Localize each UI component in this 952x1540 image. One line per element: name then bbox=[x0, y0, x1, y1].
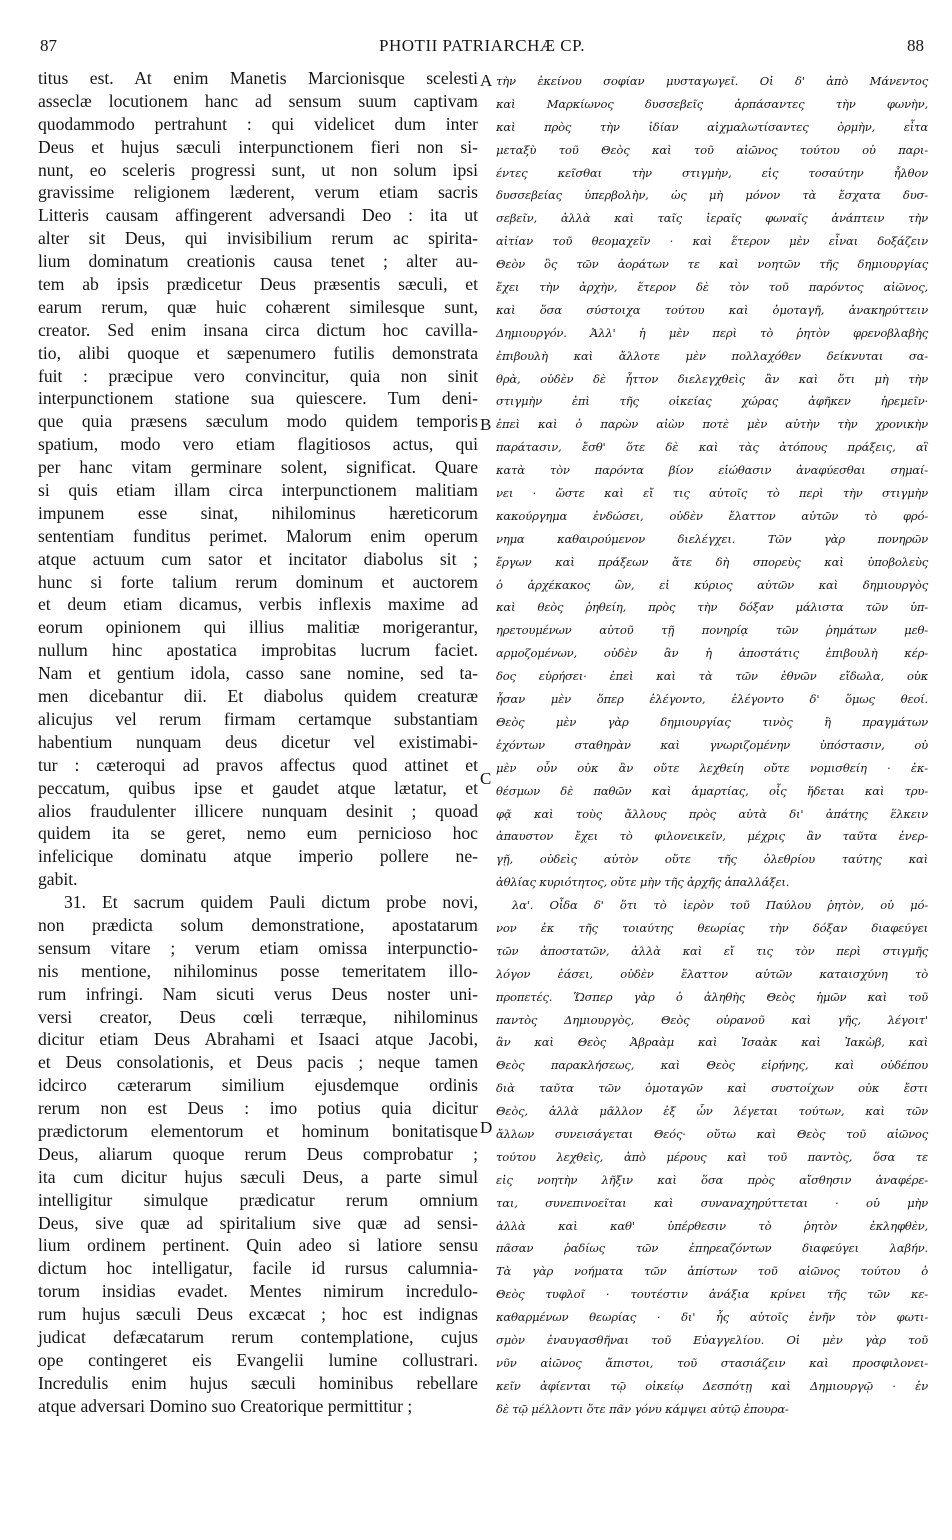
latin-text-line: versi creator, Deus cœli terræque, nihilominus bbox=[38, 1006, 478, 1027]
latin-text-line: gabit. bbox=[38, 869, 78, 890]
latin-text-line: habentium nunquam deus dicetur vel existimabi- bbox=[38, 731, 478, 752]
latin-text-line: tio, alibi quoque et sæpenumero futilis demonstrata bbox=[38, 342, 478, 363]
margin-marker-b: B bbox=[480, 415, 492, 434]
greek-text-line: τούτου λεχθεὶς, ἀπὸ μέρους καὶ τοῦ παντὸς, ὅσα τε bbox=[496, 1149, 928, 1164]
greek-text-line: Δημιουργόν. Ἀλλ' ἡ μὲν περὶ τὸ ῥητὸν φρενοβλαβὴς bbox=[496, 325, 928, 340]
greek-text-line: κεῖν ἀφίενται τῷ οἰκείῳ Δεσπότῃ καὶ Δημιουργῷ · ἐν bbox=[496, 1378, 928, 1393]
greek-text-line: νῦν αἰῶνος ἄπιστοι, τοῦ στασιάζειν καὶ προσφιλονει- bbox=[496, 1355, 928, 1370]
latin-text-line: ope contingeret eis Evangelii lumine collustrari. bbox=[38, 1349, 478, 1370]
latin-text-line: tem ab ipsis prædicetur Deus præsentis sæculi, et bbox=[38, 274, 478, 295]
greek-text-line: ἦσαν μὲν ὅπερ ἐλέγοντο, ἐλέγοντο δ' ὅμως θεοί. bbox=[496, 692, 928, 707]
greek-text-line: Θεὸν ὃς τῶν ἀοράτων τε καὶ νοητῶν τῆς δημιουργίας bbox=[496, 257, 928, 272]
greek-text-line: ἀπαυστον ἔχει τὸ φιλονεικεῖν, μέχρις ἂν ταῦτα ἐνερ- bbox=[496, 829, 928, 844]
latin-text-line: rum hujus sæculi Deus excæcat ; hoc est indignas bbox=[38, 1304, 478, 1325]
greek-text-line: θέσμων δὲ παθῶν καὶ ἁμαρτίας, οἷς ἥδεται καὶ τρυ- bbox=[496, 783, 928, 798]
greek-text-line: καὶ πρὸς τὴν ἰδίαν αἰχμαλωτίσαντες ὁρμὴν, εἶτα bbox=[496, 119, 928, 134]
running-header bbox=[40, 36, 924, 60]
greek-text-line: αἰτίαν τοῦ θεομαχεῖν · καὶ ἕτερον μὲν εἶναι δοξάζειν bbox=[496, 234, 928, 249]
latin-text-line: rerum non est Deus : imo potius quia dicitur bbox=[38, 1098, 478, 1119]
greek-text-line: Θεὸς μὲν γὰρ δημιουργίας τινὸς ἢ πραγμάτων bbox=[496, 714, 928, 729]
latin-text-line: nis mentione, nihilominus posse temeritatem illo- bbox=[38, 960, 478, 981]
latin-text-line: earum rerum, quæ huic cohærent similesque sunt, bbox=[38, 296, 478, 317]
latin-text-line: lium ordinem pertinent. Quin adeo si latiore sensu bbox=[38, 1235, 478, 1256]
latin-text-line: quodammodo pertrahunt : qui videlicet dum inter bbox=[38, 113, 478, 134]
latin-text-line: rum infringi. Nam sicuti verus Deus noster uni- bbox=[38, 983, 478, 1004]
greek-text-line: ὁ ἀρχέκακος ὢν, εἰ κύριος αὐτῶν καὶ δημιουργὸς bbox=[496, 577, 928, 592]
margin-marker-c: C bbox=[480, 769, 492, 788]
latin-text-line: 31. Et sacrum quidem Pauli dictum probe novi, bbox=[64, 892, 478, 913]
greek-text-line: Θεὸς παρακλήσεως, καὶ Θεὸς εἰρήνης, καὶ οὐδέπου bbox=[496, 1058, 928, 1073]
greek-text-line: πᾶσαν ῥαδίως τῶν ἐπηρεαζόντων διαφεύγει λαβήν. bbox=[496, 1241, 928, 1256]
greek-text-line: καὶ Μαρκίωνος δυσσεβεῖς ἁρπάσαντες τὴν φωνὴν, bbox=[496, 96, 928, 111]
latin-text-line: sententiam funditus perimet. Malorum enim operum bbox=[38, 525, 478, 546]
greek-text-line: καὶ ὅσα σύστοιχα τούτου καὶ ὁμοταγῆ, ἀνακηρύττειν bbox=[496, 302, 928, 317]
latin-text-line: idcirco cæterarum similium ejusdemque ordinis bbox=[38, 1075, 478, 1096]
latin-text-line: Deus, aliarum quoque rerum Deus comprobatur ; bbox=[38, 1143, 478, 1164]
margin-marker-a: A bbox=[480, 71, 493, 90]
greek-text-line: δυσσεβείας ὑπερβολὴν, ὡς μὴ μόνον τὰ ἔσχατα δυσ- bbox=[496, 188, 928, 203]
greek-text-line: τὴν ἐκείνου σοφίαν μυσταγωγεῖ. Οἱ δ' ἀπὸ Μάνεντος bbox=[496, 74, 928, 88]
greek-text-line: προπετές. Ὥσπερ γὰρ ὁ ἀληθὴς Θεὸς ἡμῶν καὶ τοῦ bbox=[496, 989, 928, 1004]
latin-text-line: Deus, sive quæ ad spiritalium sive quæ ad sensi- bbox=[38, 1212, 478, 1233]
greek-text-line: τῶν ἀποστατῶν, ἀλλὰ καὶ εἴ τις τὸν περὶ στιγμῆς bbox=[496, 943, 928, 958]
latin-text-line: et Deus consolationis, et Deus pacis ; neque tamen bbox=[38, 1052, 478, 1073]
latin-text-line: asseclæ locutionem hanc ad sensum suum captivam bbox=[38, 90, 478, 111]
latin-text-line: eorum opinionem qui illius malitiæ morigerantur, bbox=[38, 617, 478, 638]
greek-text-line: νει · ὥστε καὶ εἴ τις αὐτοῖς τὸ περὶ τὴν στιγμὴν bbox=[496, 486, 928, 501]
latin-text-line: lium dominatum creationis causa tenet ; alter au- bbox=[38, 251, 478, 272]
greek-column bbox=[496, 70, 928, 1421]
latin-text-line: interpunctionem statione sua quiescere. Tum deni- bbox=[38, 388, 478, 409]
greek-text-line: παράτασιν, ἔσθ' ὅτε δὲ καὶ τὰς ἀτόπους πράξεις, αἳ bbox=[496, 440, 928, 455]
greek-text-line: Τὰ γὰρ νοήματα τῶν ἀπίστων τοῦ αἰῶνος τούτου ὁ bbox=[496, 1264, 928, 1279]
greek-text-line: θρὰ, οὐδὲν δὲ ἧττον διελεγχθεὶς ἂν καὶ ὅτι μὴ τὴν bbox=[496, 371, 928, 386]
latin-text-line: nullum hinc apostatica improbitas lucrum faciet. bbox=[38, 640, 478, 661]
latin-text-line: atque adversari Domino suo Creatorique permittitur ; bbox=[38, 1395, 413, 1416]
greek-text-line: ἔργων καὶ πράξεων ἅτε δὴ σπορεὺς καὶ ὑποβολεὺς bbox=[496, 554, 928, 569]
greek-text-line: παντὸς Δημιουργὸς, Θεὸς οὐρανοῦ καὶ γῆς, λέγοιτ' bbox=[496, 1012, 928, 1027]
greek-text-line: ἔχει τὴν ἀρχὴν, ἕτερον δὲ τὸν τοῦ παρόντος αἰῶνος, bbox=[496, 280, 928, 295]
greek-text-line: διὰ ταῦτα τῶν ὁμοταγῶν καὶ συστοίχων οὐκ ἔστι bbox=[496, 1081, 928, 1096]
latin-text-line: peccatum, quibus ipse et gaudet atque lætatur, et bbox=[38, 777, 478, 798]
greek-text-line: καθαρμένων θεωρίας · δι' ἧς αὐτοῖς ἐνῆν τὸν φωτι- bbox=[496, 1310, 928, 1325]
greek-text-line: μὲν οὖν οὐκ ἂν οὔτε λεχθείη οὔτε νομισθείη · ἐκ- bbox=[496, 760, 928, 775]
page-number-left: 87 bbox=[40, 36, 57, 55]
latin-text-line: non prædicta solum demonstratione, apostatarum bbox=[38, 914, 478, 935]
latin-text-line: quidem ita se geret, nemo eum pernicioso hoc bbox=[38, 823, 478, 844]
greek-text-line: κατὰ τὸν παρόντα βίον εἰώθασιν ἀναφύεσθαι σημαί- bbox=[496, 463, 928, 478]
greek-text-line: σεβεῖν, ἀλλὰ καὶ ταῖς ἱεραῖς φωναῖς ἀνάπτειν τὴν bbox=[496, 211, 928, 226]
page-number-right: 88 bbox=[907, 36, 924, 55]
latin-text-line: que quia præsens sæculum modo quidem temporis bbox=[38, 411, 478, 432]
latin-text-line: gravissime religionem læderent, verum etiam sacris bbox=[38, 182, 478, 203]
latin-text-line: prædictorum elementorum et hominum bonitatisque bbox=[38, 1120, 478, 1141]
latin-text-line: judicat defæcatarum rerum contemplatione, cujus bbox=[38, 1326, 478, 1347]
latin-text-line: et deum etiam dicamus, verbis inflexis maxime ad bbox=[38, 594, 478, 615]
greek-text-line: δος εὑρήσει· ἐπεὶ καὶ τὰ τῶν ἐθνῶν εἴδωλα, οὐκ bbox=[496, 669, 928, 684]
greek-text-line: ἐπεὶ καὶ ὁ παρὼν αἰὼν ποτὲ μὲν αὐτὴν τὴν χρονικὴν bbox=[496, 417, 928, 432]
greek-text-line: ηρετουμένων αὐτοῦ τῇ πονηρίᾳ τῶν ῥημάτων μεθ- bbox=[496, 623, 928, 638]
latin-text-line: torum insidias evadet. Mentes nimirum incredulo- bbox=[38, 1281, 478, 1302]
greek-text-line: μεταξὺ τοῦ Θεὸς καὶ τοῦ αἰῶνος τούτου οὐ παρι- bbox=[496, 142, 928, 157]
latin-text-line: intelligitur simulque prædicatur rerum omnium bbox=[38, 1189, 478, 1210]
latin-text-line: atque actuum cum sator et incitator diabolus sit ; bbox=[38, 548, 478, 569]
greek-text-line: ἄλλων συνεισάγεται Θεός· οὕτω καὶ Θεὸς τοῦ αἰῶνος bbox=[496, 1126, 928, 1141]
latin-text-line: alios fraudulenter illicere nunquam desinit ; quoad bbox=[38, 800, 478, 821]
greek-text-line: κακούργημα ἐνδώσει, οὐδὲν ἔλαττον αὐτῶν τὸ φρό- bbox=[496, 508, 928, 523]
greek-text-line: δὲ τῷ μέλλοντι ὅτε πᾶν γόνυ κάμψει αὐτῷ ἐπουρα- bbox=[496, 1401, 789, 1416]
latin-text-line: Incredulis enim hujus sæculi hominibus rebellare bbox=[38, 1372, 478, 1393]
running-title: PHOTII PATRIARCHÆ CP. bbox=[379, 36, 585, 55]
latin-text-line: per hanc vitam germinare solent, significat. Quare bbox=[38, 457, 478, 478]
greek-text-line: λόγον ἐάσει, οὐδὲν ἔλαττον αὐτῶν καταισχύνη τὸ bbox=[496, 966, 928, 981]
greek-text-line: ἂν καὶ Θεὸς Ἀβραὰμ καὶ Ἰσαὰκ καὶ Ἰακὼβ, καὶ bbox=[496, 1035, 928, 1050]
latin-text-line: ita cum dicitur hujus sæculi Deus, a parte simul bbox=[38, 1166, 478, 1187]
greek-text-line: νημα καθαιρούμενον διελέγχει. Τῶν γὰρ πονηρῶν bbox=[496, 531, 928, 546]
greek-text-line: σμὸν ἐναυγασθῆναι τοῦ Εὐαγγελίου. Οἱ μὲν γὰρ τοῦ bbox=[496, 1332, 928, 1347]
margin-marker-d: D bbox=[480, 1118, 493, 1137]
latin-text-line: Nam et gentium idola, casso sane nomine, sed ta- bbox=[38, 663, 478, 684]
greek-text-line: γῇ, οὐδεὶς αὐτὸν οὔτε τῆς ὀλεθρίου ταύτης καὶ bbox=[496, 852, 928, 867]
greek-text-line: φᾷ καὶ τοὺς ἄλλους πρὸς αὐτὰ δι' ἀπάτης ἕλκειν bbox=[496, 806, 928, 821]
latin-text-line: creator. Sed enim insana circa dictum hoc cavilla- bbox=[38, 319, 478, 340]
greek-text-line: έντες κεῖσθαι τὴν στιγμὴν, εἰς τοσαύτην ἦλθον bbox=[496, 165, 928, 180]
greek-text-line: Θεὸς, ἀλλὰ μᾶλλον ἐξ ὧν λέγεται τούτων, καὶ τῶν bbox=[496, 1104, 928, 1119]
greek-text-line: εἰς νοητὴν λῆξιν καὶ ὅσα πρὸς αἴσθησιν ἀναφέρε- bbox=[496, 1172, 928, 1187]
latin-text-line: tur : cæteroqui ad pravos affectus quod attinet et bbox=[38, 754, 478, 775]
latin-text-line: titus est. At enim Manetis Marcionisque scelesti bbox=[38, 68, 478, 88]
greek-text-line: ἀθλίας κυριότητος, οὔτε μὴν τῆς ἀρχῆς ἀπαλλάξει. bbox=[496, 875, 790, 890]
greek-text-line: ἀλλὰ καὶ καθ' ὑπέρθεσιν τὸ ῥητὸν ἐκληφθὲν, bbox=[496, 1218, 928, 1233]
latin-text-line: si quis etiam illam circa interpunctionem malitiam bbox=[38, 480, 478, 501]
latin-text-line: sensum vitare ; verum etiam omissa interpunctio- bbox=[38, 937, 478, 958]
latin-text-line: alter sit Deus, qui invisibilium rerum ac spirita- bbox=[38, 228, 478, 249]
latin-text-line: hunc si forte talium rerum dominum et auctorem bbox=[38, 571, 478, 592]
greek-text-line: καὶ θεὸς ῥηθείη, πρὸς τὴν δόξαν μάλιστα τῶν ὑπ- bbox=[496, 600, 928, 615]
latin-text-line: men dicebantur dii. Et diabolus quidem creaturæ bbox=[38, 686, 478, 707]
greek-text-line: νον ἐκ τῆς τοιαύτης θεωρίας τὴν δόξαν διαφεύγει bbox=[496, 920, 928, 935]
latin-text-line: alicujus vel rerum firmam certamque substantiam bbox=[38, 708, 478, 729]
greek-text-line: ται, συνεπινοεῖται καὶ συναναχηρύττεται · οὐ μὴν bbox=[496, 1195, 928, 1210]
greek-text-line: αρμοζομένων, οὐδὲν ἂν ἡ ἀποστάτις ἐπιβουλὴ κέρ- bbox=[496, 646, 928, 661]
latin-text-line: infelicique dominatu atque imperio pollere ne- bbox=[38, 846, 478, 867]
latin-text-line: fuit : præcipue vero convincitur, quia non sinit bbox=[38, 365, 478, 386]
greek-text-line: ἐπιβουλὴ καὶ ἄλλοτε μὲν πολλαχόθεν δείκνυται σα- bbox=[496, 348, 928, 363]
latin-text-line: dictum hoc intelligatur, facile id rursus calumnia- bbox=[38, 1258, 478, 1279]
latin-text-line: nunt, eo sceleris progressi sunt, ut non solum ipsi bbox=[38, 159, 478, 180]
greek-text-line: ἐχόντων σταθηρὰν καὶ γνωριζομένην ὑπόστασιν, οὐ bbox=[496, 737, 928, 752]
latin-text-line: Deus et hujus sæculi interpunctionem fieri non si- bbox=[38, 136, 478, 157]
greek-text-line: Θεὸς τυφλοῖ · τουτέστιν ἀνάξια κρίνει τῆς τῶν κε- bbox=[496, 1287, 928, 1302]
greek-text-line: λα'. Οἶδα δ' ὅτι τὸ ἱερὸν τοῦ Παύλου ῥητὸν, οὐ μό- bbox=[512, 898, 928, 913]
greek-text-line: στιγμὴν ἐπὶ τῆς οἰκείας χώρας ἀφῆκεν ἠρεμεῖν· bbox=[496, 394, 928, 409]
latin-text-line: spatium, modo vero etiam flagitiosos actus, qui bbox=[38, 434, 478, 455]
latin-text-line: dicitur etiam Deus Abrahami et Isaaci atque Jacobi, bbox=[38, 1029, 478, 1050]
latin-text-line: Litteris causam affingerent adversandi Deo : ita ut bbox=[38, 205, 478, 226]
latin-column bbox=[38, 67, 478, 1418]
latin-text-line: impunem esse sinat, nihilominus hæreticorum bbox=[38, 502, 478, 523]
